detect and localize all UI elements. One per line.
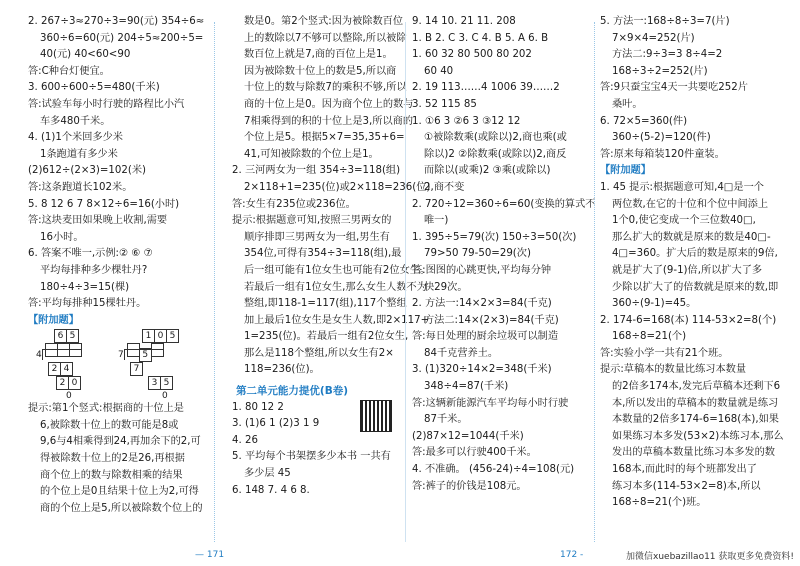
answer-line: 2. 720÷12=360÷6=60(变换的算式不 [412, 198, 596, 210]
answer-line: 方法二:14×(2×3)=84(千克) [424, 314, 559, 326]
answer-line: 后一组可能有1位女生也可能有2位女生。 [244, 264, 431, 276]
answer-line: 提示:第1个竖式:根据商的十位上是 [28, 403, 184, 415]
watermark-text: 加微信xuebazillao11 获取更多免费资料! [626, 552, 794, 562]
answer-line: 6. 148 7. 4 6 8. [232, 484, 310, 496]
answer-line: 唯一) [424, 215, 449, 227]
answer-line: 4. 不准确。 (456-24)÷4=108(元) [412, 464, 575, 476]
answer-line: 少除以扩大了的倍数就是原来的数,即 [612, 281, 779, 293]
page-number-right: 172 - [560, 550, 584, 560]
answer-line: 答:每日处理的厨余垃圾可以制造 [412, 331, 559, 343]
answer-line: 答:女生有235位或236位。 [232, 198, 356, 210]
col3-answers [412, 14, 596, 495]
answer-line: 348÷4=87(千米) [424, 381, 509, 393]
answer-line: 2. 三河两女为一组 354÷3=118(组) [232, 165, 401, 177]
answer-line: 练习本多(114-53×2=8)本,所以 [612, 480, 761, 492]
answer-line: 1. 45 提示:根据题意可知,4□是一个 [600, 181, 764, 193]
page-number-left: — 171 [195, 550, 225, 560]
answer-line: 5. 方法一:168÷8÷3=7(片) [600, 16, 730, 27]
answer-line: 答:9只蚕宝宝4天一共要吃252片 [600, 82, 748, 94]
answer-line: 4□=360。扩大后的数是原来的9倍, [612, 248, 778, 260]
answer-line: 快29次。 [424, 281, 468, 293]
col2-answers [232, 14, 431, 379]
answer-line: 1条跑道有多少米 [40, 148, 118, 160]
page-gutter [405, 22, 406, 542]
answer-line: 十位上的数与除数7的乘积不够,所以 [244, 82, 407, 94]
answer-line: 3. 52 115 85 [412, 98, 477, 110]
answer-line: (2)87×12=1044(千米) [412, 430, 524, 442]
answer-line: 顺序排即三男两女为一组,男生有 [244, 231, 390, 243]
answer-line: 数百位上就是7,商的百位上是1。 [244, 49, 393, 61]
col4-answers [600, 14, 785, 163]
answer-line: 两位数,在它的十位和个位中间添上 [612, 198, 769, 210]
answer-line: 1个0,使它变成一个三位数40□, [612, 215, 756, 227]
answer-line: 答:这条跑道长102米。 [28, 181, 133, 193]
answer-line: 答:这块麦田如果晚上收割,需要 [28, 215, 168, 227]
answer-line: 1. 80 12 2 [232, 401, 284, 413]
answer-line: 因为被除数十位上的数是5,所以商 [244, 65, 397, 77]
answer-line: 答:裤子的价钱是108元。 [412, 480, 527, 492]
answer-line: 84千克营养土。 [424, 347, 499, 359]
answer-line: 180÷4÷3=15(棵) [40, 281, 130, 293]
answer-line: 商的十位上是0。因为商个位上的数与 [244, 98, 414, 110]
answer-line: 提示:根据题意可知,按照三男两女的 [232, 215, 392, 227]
answer-line: 41,可知被除数的个位上是1。 [244, 148, 379, 160]
answer-line: 答:原来每箱装120件童装。 [600, 148, 725, 160]
answer-line: 平均每排种多少棵牡丹? [40, 264, 148, 276]
column-divider [214, 22, 215, 542]
col4-hint [600, 180, 785, 512]
answer-line: 桑叶。 [612, 98, 643, 110]
answer-line: 3. 600÷600÷5=480(千米) [28, 82, 160, 94]
answer-line: 2. 174-6=168(本) 114-53×2=8(个) [600, 314, 777, 326]
answer-line: 得被除数十位上的2是26,再根据 [40, 453, 185, 465]
answer-line: 118=236(位)。 [244, 364, 320, 376]
answer-line: 车多480千米。 [40, 115, 111, 127]
answer-line: 答:这辆新能源汽车平均每小时行驶 [412, 397, 569, 409]
answer-line: 1. B 2. C 3. C 4. B 5. A 6. B [412, 32, 549, 44]
answer-line: 1=235(位)。若最后一组有2位女生, [244, 331, 409, 343]
answer-line: 360÷(5-2)=120(件) [612, 132, 711, 144]
answer-line: 数是0。第2个竖式:因为被除数百位 [244, 16, 404, 27]
answer-line: 而除以(或乘)2 ③乘(或除以) [424, 165, 551, 177]
answer-line: 答:试验车每小时行驶的路程比小汽 [28, 98, 185, 110]
answer-line: 答:C种台灯便宜。 [28, 65, 110, 77]
extra-heading-2: 【附加题】 [600, 165, 651, 177]
answer-line: 6. 72×5=360(件) [600, 115, 688, 127]
answer-line: 7相乘得到的积的十位上是3,所以商的 [244, 115, 414, 127]
answer-line: 6. 答案不唯一,示例:② ⑥ ⑦ [28, 248, 153, 260]
extra-heading-1: 【附加题】 [28, 314, 79, 326]
answer-line: 的个位上是0且结果十位上为2,可得 [40, 486, 199, 498]
answer-line: 1. 395÷5=79(次) 150÷3=50(次) [412, 231, 577, 243]
answer-line: 加上最后1位女生是女生人数,即2×117+ [244, 314, 430, 326]
answer-line: 发出的草稿本数量比练习本多发的数 [612, 447, 775, 459]
answer-line: 79>50 79-50=29(次) [424, 248, 531, 260]
answer-line: 本数量的2倍多174-6=168(本),如果 [612, 414, 779, 426]
answer-line: 3. (1)320÷14×2=348(千米) [412, 364, 552, 376]
answer-line: 2,商不变 [424, 181, 465, 193]
answer-line: 5. 平均每个书架摆多少本书 一共有 [232, 451, 391, 463]
column-1 [28, 14, 203, 517]
answer-line: 2. 267÷3≈270÷3=90(元) 354÷6≈ [28, 16, 205, 27]
answer-line: 40(元) 40<60<90 [40, 49, 131, 61]
answer-line: 商的个位上是5,所以被除数个位上的 [40, 502, 203, 514]
answer-line: 提示:草稿本的数量比练习本数量 [600, 364, 747, 376]
answer-line: 商个位上的数与除数相乘的结果 [40, 469, 183, 481]
answer-line: 4. (1)1个米回多少米 [28, 132, 123, 144]
answer-line: 360÷6=60(元) 204÷5≈200÷5= [40, 32, 204, 44]
answer-line: 除以)2 ②除数乘(或除以)2,商反 [424, 148, 567, 160]
answer-line: 就是扩大了(9-1)倍,所以扩大了多 [612, 264, 763, 276]
answer-line: 60 40 [424, 65, 454, 77]
section-title: 第二单元能力提优(B卷) [235, 385, 349, 398]
answer-line: ①被除数乘(或除以)2,商也乘(或 [424, 132, 567, 144]
answer-line: 2. 方法一:14×2×3=84(千克) [412, 298, 552, 310]
qr-code[interactable] [360, 400, 392, 432]
answer-line: 方法二:9÷3=3 8÷4=2 [612, 49, 723, 61]
answer-line: 6,被除数十位上的数可能是8或 [40, 419, 179, 431]
answer-line: 87千米。 [424, 414, 468, 426]
answer-line: 16小时。 [40, 231, 84, 243]
col1-hint [28, 401, 203, 517]
answer-line: 2×118+1=235(位)或2×118=236(位) [244, 181, 431, 193]
answer-line: 那么是118个整组,所以女生有2× [244, 347, 394, 359]
answer-line: 整组,即118-1=117(组),117个整组 [244, 298, 407, 310]
answer-line: 1. 60 32 80 500 80 202 [412, 49, 532, 61]
answer-line: 9. 14 10. 21 11. 208 [412, 16, 516, 27]
answer-line: 若最后一组有1位女生,那么女生人数不为 [244, 281, 427, 293]
answer-line: 如果练习本多发(53×2)本练习本,那么 [612, 430, 784, 442]
answer-line: 那么扩大的数就是原来的数是40□- [612, 231, 771, 243]
answer-line: 答:实验小学一共有21个班。 [600, 347, 729, 359]
answer-line: 168÷3÷2=252(片) [612, 65, 708, 77]
answer-line: 个位上是5。根据5×7=35,35+6= [244, 132, 405, 144]
answer-line: 7×9×4=252(片) [612, 32, 695, 44]
answer-line: 168÷8=21(个)班。 [612, 497, 707, 509]
answer-line: 3. (1)6 1 (2)3 1 9 [232, 418, 320, 430]
answer-line: 的2倍多174本,发完后草稿本还剩下6 [612, 381, 781, 393]
answer-line: 360÷(9-1)=45。 [612, 298, 697, 310]
column-4 [600, 14, 785, 512]
answer-line: 1. ①6 3 ②6 3 ③12 12 [412, 115, 521, 127]
long-division-figures: 6 5 4 2 4 2 0 0 1 0 5 7 5 7 3 5 0 [28, 329, 203, 401]
answer-line: 答:平均每排种15棵牡丹。 [28, 298, 147, 310]
answer-line: 多少层 45 [244, 468, 291, 480]
answer-line: 354位,可得有354÷3=118(组),最 [244, 248, 402, 260]
column-divider-2 [594, 22, 595, 542]
answer-line: 4. 26 [232, 434, 258, 446]
answer-line: 2. 19 113……4 1006 39……2 [412, 82, 560, 94]
answer-line: 本,所以发出的草稿本的数量就是练习 [612, 397, 779, 409]
answer-line: 5. 8 12 6 7 8×12÷6=16(小时) [28, 198, 180, 210]
column-3 [412, 14, 596, 495]
answer-line: 答:最多可以行驶400千米。 [412, 447, 537, 459]
answer-line: 上的数除以7不够可以整除,所以被除 [244, 32, 407, 44]
answer-line: 168本,而此时的每个班都发出了 [612, 464, 757, 476]
answer-line: 9,6与4相乘得到24,再加余下的2,可 [40, 436, 201, 448]
answer-line: 答:图图的心跳更快,平均每分钟 [412, 264, 552, 276]
answer-line: 168÷8=21(个) [612, 331, 687, 343]
col1-answers [28, 14, 203, 313]
answer-line: (2)612÷(2×3)=102(米) [28, 165, 146, 177]
